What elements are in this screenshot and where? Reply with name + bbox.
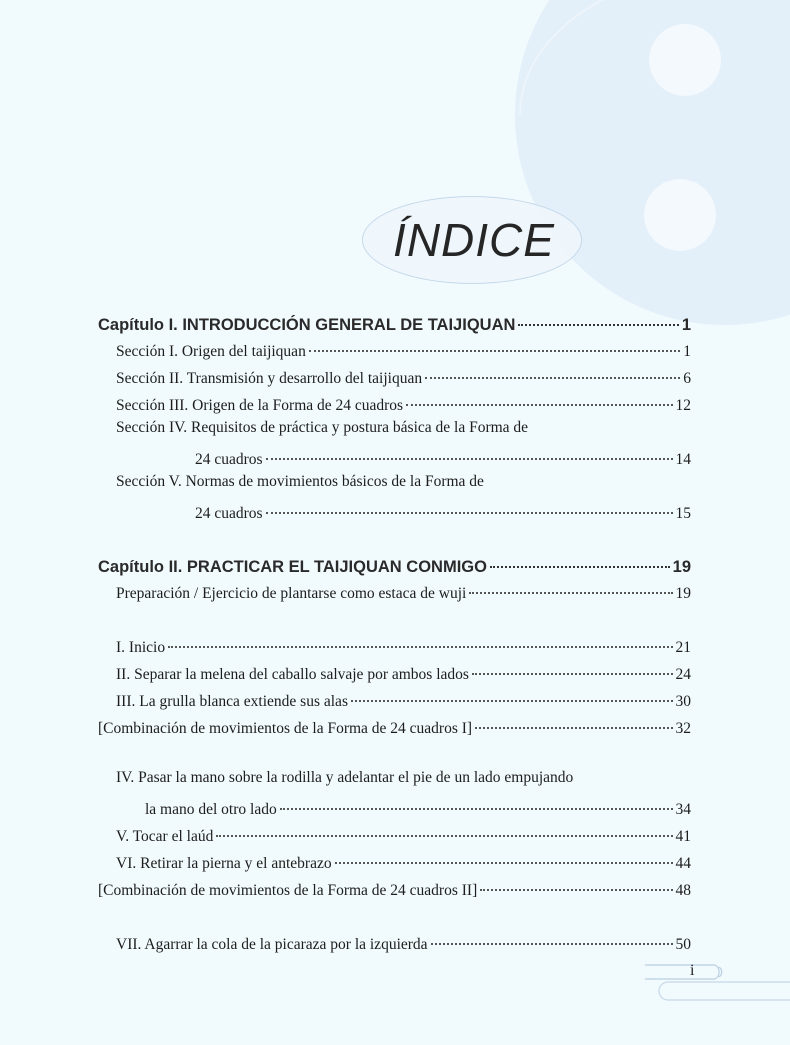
toc-entry-movement-4[interactable] xyxy=(145,796,691,819)
toc-entry-section-4-line1: Sección IV. Requisitos de práctica y postura básica de la Forma de xyxy=(116,419,529,436)
toc-entry-section-1[interactable] xyxy=(116,338,691,361)
toc-entry-label: V. Tocar el laúd xyxy=(116,827,214,845)
toc-entry-label: Capítulo II. PRACTICAR EL TAIJIQUAN CONMIGO xyxy=(98,557,487,576)
toc-entry-page: 19 xyxy=(675,584,691,602)
toc-entry-label: Sección II. Transmisión y desarrollo del taijiquan xyxy=(116,369,423,387)
toc-entry-label: VI. Retirar la pierna y el antebrazo xyxy=(116,854,332,872)
toc-entry-section-5-line1: Sección V. Normas de movimientos básicos de la Forma de xyxy=(116,473,484,490)
toc-entry-page: 21 xyxy=(675,638,691,656)
toc-entry-label: Capítulo I. INTRODUCCIÓN GENERAL DE TAIJIQUAN xyxy=(98,315,516,334)
page-number: i xyxy=(690,962,695,979)
toc-entry-movement-4-line1: IV. Pasar la mano sobre la rodilla y adelantar el pie de un lado empujando xyxy=(116,769,574,786)
toc-entry-label: 24 cuadros xyxy=(195,450,263,468)
leader-dots xyxy=(431,927,673,945)
toc-entry-label: III. La grulla blanca extiende sus alas xyxy=(116,692,348,710)
toc-entry-section-3[interactable] xyxy=(116,392,691,415)
footer-swoosh xyxy=(650,980,790,1004)
toc-entry-page: 15 xyxy=(675,504,691,522)
leader-dots xyxy=(490,549,670,568)
leader-dots xyxy=(351,684,673,702)
toc-entry-chapter-1[interactable] xyxy=(98,311,691,335)
toc-entry-section-4[interactable] xyxy=(195,446,691,469)
toc-entry-movement-3[interactable] xyxy=(116,688,691,711)
toc-entry-label: II. Separar la melena del caballo salvaje por ambos lados xyxy=(116,665,469,683)
toc-entry-page: 32 xyxy=(675,719,691,737)
toc-entry-page: 30 xyxy=(675,692,691,710)
leader-dots xyxy=(475,711,672,729)
leader-dots xyxy=(216,819,672,837)
toc-entry-page: 1 xyxy=(681,315,691,334)
leader-dots xyxy=(309,334,680,352)
toc-entry-page: 12 xyxy=(675,396,691,414)
leader-dots xyxy=(472,657,673,675)
page-title: ÍNDICE xyxy=(393,214,555,266)
index-heading xyxy=(362,196,582,284)
toc-entry-label: Sección I. Origen del taijiquan xyxy=(116,342,306,360)
toc-entry-movement-1[interactable] xyxy=(116,634,691,657)
toc-entry-page: 1 xyxy=(683,342,691,360)
toc-entry-label: [Combinación de movimientos de la Forma de 24 cuadros I] xyxy=(98,719,473,737)
leader-dots xyxy=(168,630,672,648)
toc-entry-label: Preparación / Ejercicio de plantarse como estaca de wuji xyxy=(116,584,467,602)
toc-entry-label: VII. Agarrar la cola de la picaraza por la izquierda xyxy=(116,935,428,953)
toc-entry-movement-6[interactable] xyxy=(116,850,691,873)
toc-entry-preparation[interactable] xyxy=(116,580,691,603)
toc-entry-movement-5[interactable] xyxy=(116,823,691,846)
leader-dots xyxy=(518,307,678,326)
toc-entry-page: 48 xyxy=(675,881,691,899)
leader-dots xyxy=(266,442,673,460)
leader-dots xyxy=(280,792,673,810)
toc-entry-label: 24 cuadros xyxy=(195,504,263,522)
toc-entry-movement-2[interactable] xyxy=(116,661,691,684)
leader-dots xyxy=(335,846,673,864)
toc-entry-label: I. Inicio xyxy=(116,638,166,656)
toc-entry-page: 41 xyxy=(675,827,691,845)
toc-entry-chapter-2[interactable] xyxy=(98,553,691,577)
leader-dots xyxy=(425,361,680,379)
toc-entry-page: 6 xyxy=(683,369,691,387)
toc-entry-page: 19 xyxy=(672,557,691,576)
toc-entry-section-2[interactable] xyxy=(116,365,691,388)
toc-entry-page: 14 xyxy=(675,450,691,468)
toc-entry-label: Sección III. Origen de la Forma de 24 cuadros xyxy=(116,396,404,414)
page-number-tab xyxy=(645,963,727,981)
toc-entry-combination-2[interactable] xyxy=(98,877,691,900)
toc-entry-section-5[interactable] xyxy=(195,500,691,523)
leader-dots xyxy=(480,873,672,891)
toc-entry-page: 44 xyxy=(675,854,691,872)
toc-entry-page: 50 xyxy=(675,935,691,953)
toc-entry-page: 34 xyxy=(675,800,691,818)
toc-entry-page: 24 xyxy=(675,665,691,683)
leader-dots xyxy=(266,496,673,514)
toc-entry-label: la mano del otro lado xyxy=(145,800,277,818)
leader-dots xyxy=(406,388,672,406)
toc-entry-label: [Combinación de movimientos de la Forma de 24 cuadros II] xyxy=(98,881,478,899)
toc-entry-combination-1[interactable] xyxy=(98,715,691,738)
toc-entry-movement-7[interactable] xyxy=(116,931,691,954)
leader-dots xyxy=(469,576,672,594)
